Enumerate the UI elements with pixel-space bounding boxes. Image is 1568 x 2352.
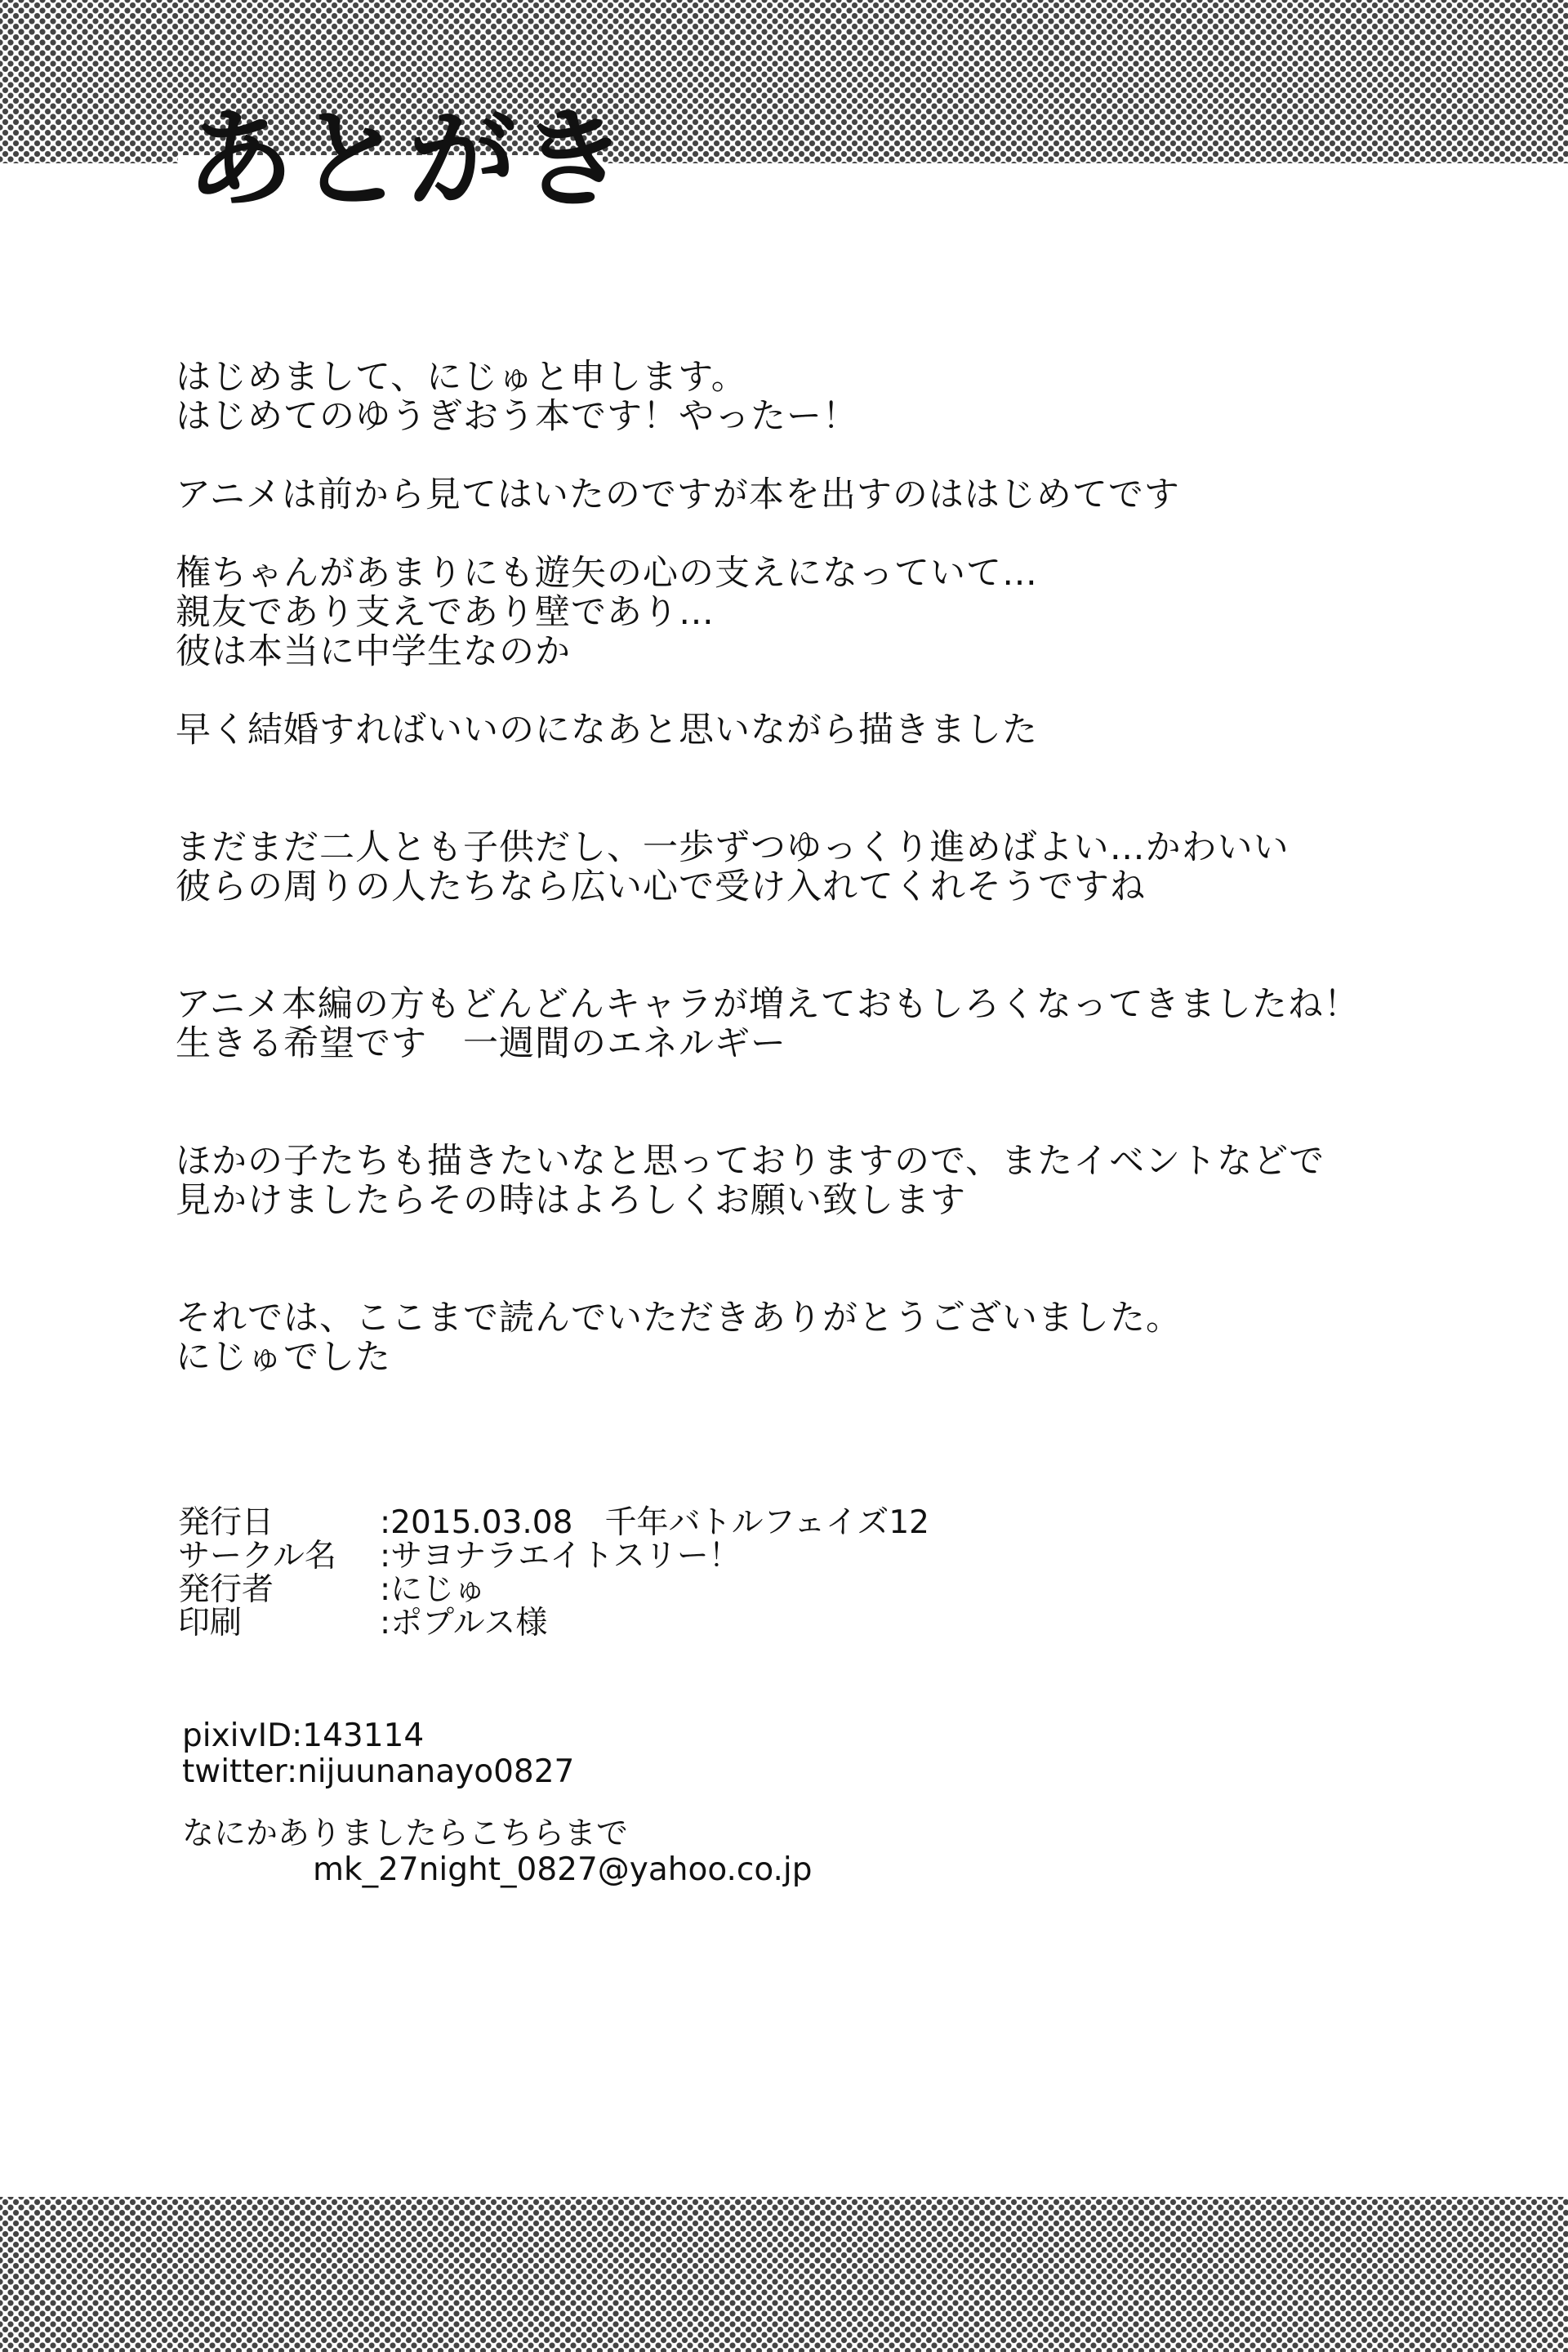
- paragraph-thanks: それでは、ここまで読んでいただきありがとうございました。 にじゅでした: [176, 1298, 1182, 1378]
- colophon: [178, 1506, 929, 1640]
- pixiv-id: pixivID:143114: [182, 1717, 425, 1754]
- colophon-value: :2015.03.08 千年バトルフェイズ12: [380, 1504, 929, 1541]
- colophon-label: サークル名: [178, 1538, 336, 1575]
- paragraph-marriage: 早く結婚すればいいのになあと思いながら描きました: [176, 710, 1038, 751]
- colophon-row-circle: [178, 1539, 929, 1573]
- colophon-row-publisher: [178, 1573, 929, 1606]
- colophon-value: :サヨナラエイトスリー！: [380, 1538, 741, 1575]
- page-title: あとがき: [186, 97, 630, 223]
- contact-note: [182, 1816, 813, 1888]
- paragraph-anime: アニメは前から見てはいたのですが本を出すのははじめてです: [176, 474, 1180, 515]
- colophon-label: 印刷: [178, 1605, 243, 1642]
- colophon-row-date: [178, 1506, 929, 1539]
- paragraph-main-story: アニメ本編の方もどんどんキャラが増えておもしろくなってきましたね！ 生きる希望です 一週間のエネルギー: [176, 984, 1360, 1064]
- colophon-label: 発行日: [178, 1504, 274, 1541]
- colophon-row-printer: [178, 1606, 929, 1640]
- afterword-body: [176, 358, 1531, 1377]
- colophon-value: :ポプルス様: [380, 1605, 548, 1642]
- contact-note-text: なにかありましたらこちらまで: [182, 1815, 629, 1852]
- contact-email: mk_27night_0827@yahoo.co.jp: [313, 1851, 813, 1888]
- contact-info: [182, 1718, 574, 1790]
- colophon-value: :にじゅ: [380, 1571, 487, 1608]
- twitter-handle: twitter:nijuunanayo0827: [182, 1753, 575, 1790]
- paragraph-greeting: はじめまして、にじゅと申します。 はじめてのゆうぎおう本です！やったー！: [176, 357, 858, 437]
- paragraph-gon: 権ちゃんがあまりにも遊矢の心の支えになっていて… 親友であり支えであり壁であり… 彼は本当に中学生なのか: [176, 553, 1038, 672]
- colophon-label: 発行者: [178, 1571, 274, 1608]
- screentone-bottom-band: [0, 2197, 1568, 2352]
- paragraph-children: まだまだ二人とも子供だし、一歩ずつゆっくり進めばよい…かわいい 彼らの周りの人たちなら広い心で受け入れてくれそうですね: [176, 827, 1290, 907]
- paragraph-others: ほかの子たちも描きたいなと思っておりますので、またイベントなどで 見かけましたらその時はよろしくお願い致します: [176, 1141, 1325, 1221]
